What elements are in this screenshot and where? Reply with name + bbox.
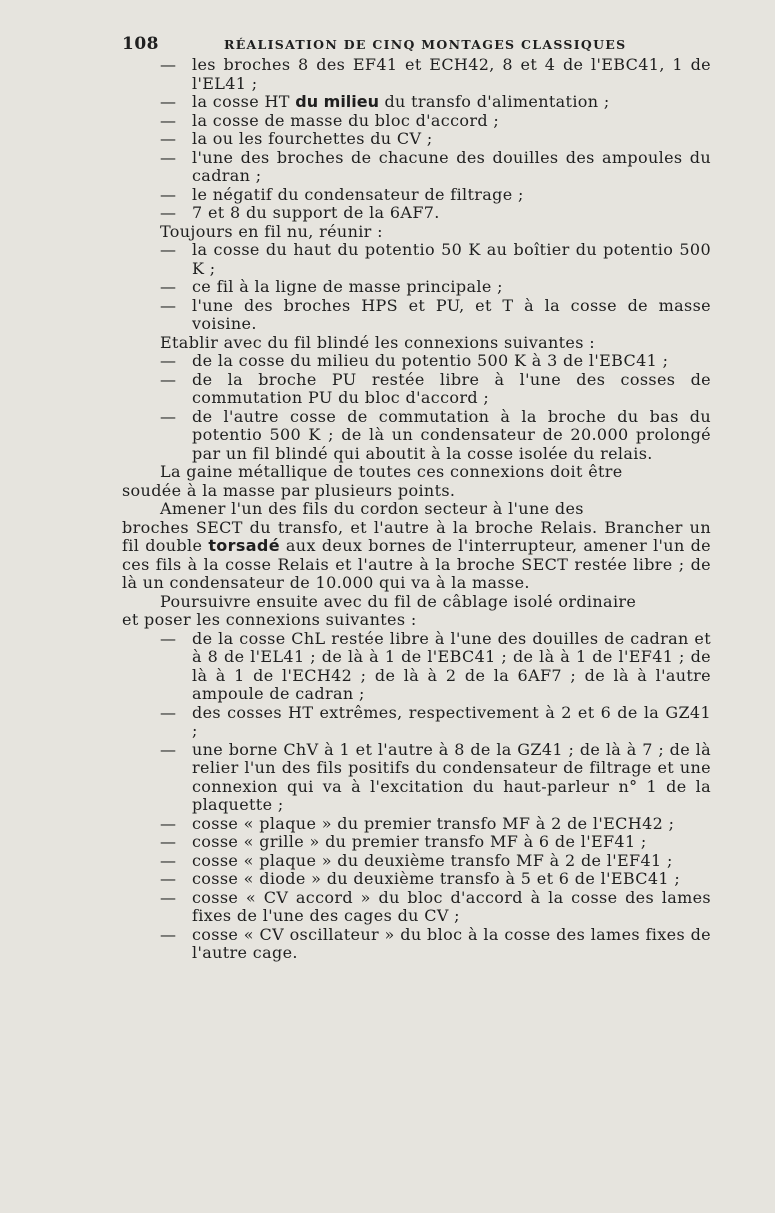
item-dash: — <box>160 369 177 389</box>
list-item <box>122 815 711 834</box>
item-text: les broches 8 des EF41 et ECH42, 8 et 4 de l'EBC41, 1 de l'EL41 ; <box>192 55 711 93</box>
list-item <box>122 833 711 852</box>
page-header <box>122 30 715 56</box>
item-text: une borne ChV à 1 et l'autre à 8 de la GZ41 ; de là à 7 ; de là relier l'un des fils positifs du condensateur de filtrage et une connexion qui va à l'excitation du haut-parleur n° 1 de la plaquette ; <box>192 739 711 814</box>
list-item <box>122 149 711 186</box>
list-item <box>122 278 711 297</box>
paragraph-poursuivre: Poursuivre ensuite avec du fil de câblage isolé ordinaire <box>160 591 637 611</box>
item-dash: — <box>160 92 177 111</box>
list-item <box>122 704 711 741</box>
item-dash: — <box>160 147 177 167</box>
item-text: l'une des broches HPS et PU, et T à la cosse de masse voisine. <box>192 295 711 333</box>
paragraph-amener: Amener l'un des fils du cordon secteur à l'une des <box>160 499 584 518</box>
item-dash: — <box>160 850 177 870</box>
item-text: cosse « CV accord » du bloc d'accord à la cosse des lames fixes de l'une des cages du CV ; <box>192 887 711 925</box>
list-item <box>122 130 711 149</box>
list-item <box>122 741 711 815</box>
item-text: cosse « plaque » du premier transfo MF à 2 de l'ECH42 ; <box>192 813 675 833</box>
paragraph-gaine: La gaine métallique de toutes ces connexions doit être <box>160 462 623 481</box>
running-title: RÉALISATION DE CINQ MONTAGES CLASSIQUES <box>224 37 627 52</box>
item-text: l'une des broches de chacune des douilles des ampoules du cadran ; <box>192 147 711 185</box>
section-intro: Etablir avec du fil blindé les connexions suivantes : <box>160 332 595 352</box>
item-text: la cosse du haut du potentio 50 K au boîtier du potentio 500 K ; <box>192 240 711 278</box>
item-dash: — <box>160 869 177 888</box>
item-dash: — <box>160 110 177 130</box>
item-dash: — <box>160 832 177 851</box>
list-item <box>122 630 711 704</box>
item-text: la ou les fourchettes du CV ; <box>192 129 433 148</box>
item-dash: — <box>160 406 177 426</box>
item-text: cosse « grille » du premier transfo MF à 6 de l'EF41 ; <box>192 832 647 851</box>
item-dash: — <box>160 295 177 315</box>
item-text: de la cosse ChL restée libre à l'une des douilles de cadran et à 8 de l'EL41 ; de là à 1 de l'EBC41 ; de là à 1 de l'EF41 ; de là à 1 de l'ECH42 ; de là à 2 de la 6AF7 ; de là à l'autre ampoule de cadran ; <box>192 628 711 703</box>
list-item <box>122 870 711 889</box>
item-dash: — <box>160 628 177 648</box>
item-text: de la cosse du milieu du potentio 500 K à 3 de l'EBC41 ; <box>192 351 669 370</box>
item-text: la cosse HT du milieu du transfo d'alimentation ; <box>192 92 610 111</box>
list-item <box>122 204 711 223</box>
item-dash: — <box>160 887 177 907</box>
item-dash: — <box>160 702 177 722</box>
list-item <box>122 371 711 408</box>
item-text: de la broche PU restée libre à l'une des cosses de commutation PU du bloc d'accord ; <box>192 369 711 407</box>
list-item <box>122 186 711 205</box>
page-body <box>122 56 711 963</box>
paragraph-amener-continued: broches SECT du transfo, et l'autre à la broche Relais. Brancher un fil double torsadé aux deux bornes de l'interrupteur, amener l'un de ces fils à la cosse Relais et l'autre à la broche SECT restée libre ; de là un condensateur de 10.000 qui va à la masse. <box>122 517 712 592</box>
list-item <box>122 112 711 131</box>
list-item <box>122 56 711 93</box>
item-text: le négatif du condensateur de filtrage ; <box>192 184 524 204</box>
list-item <box>122 352 711 371</box>
item-dash: — <box>160 739 177 759</box>
list-item <box>122 93 711 112</box>
page-number: 108 <box>122 34 159 54</box>
list-item <box>122 926 711 963</box>
list-item <box>122 241 711 278</box>
list-item <box>122 297 711 334</box>
item-dash: — <box>160 351 177 370</box>
item-dash: — <box>160 924 177 944</box>
item-text: des cosses HT extrêmes, respectivement à 2 et 6 de la GZ41 ; <box>192 702 711 740</box>
item-text: ce fil à la ligne de masse principale ; <box>192 277 503 296</box>
item-text: 7 et 8 du support de la 6AF7. <box>192 203 440 222</box>
item-text: la cosse de masse du bloc d'accord ; <box>192 110 500 130</box>
item-dash: — <box>160 203 177 222</box>
item-dash: — <box>160 277 177 296</box>
bold-emphasis: du milieu <box>295 92 380 111</box>
list-item <box>122 852 711 871</box>
list-item <box>122 889 711 926</box>
bold-emphasis: torsadé <box>208 536 280 555</box>
paragraph-poursuivre-continued: et poser les connexions suivantes : <box>122 610 417 629</box>
item-text: cosse « CV oscillateur » du bloc à la cosse des lames fixes de l'autre cage. <box>192 924 711 962</box>
item-dash: — <box>160 240 177 259</box>
item-dash: — <box>160 184 177 204</box>
item-dash: — <box>160 129 177 148</box>
item-text: cosse « diode » du deuxième transfo à 5 et 6 de l'EBC41 ; <box>192 869 681 888</box>
paragraph-gaine-continued: soudée à la masse par plusieurs points. <box>122 480 456 500</box>
item-dash: — <box>160 813 177 833</box>
item-dash: — <box>160 55 177 74</box>
list-item <box>122 408 711 464</box>
section-intro: Toujours en fil nu, réunir : <box>160 221 383 241</box>
item-text: de l'autre cosse de commutation à la broche du bas du potentio 500 K ; de là un condensateur de 20.000 prolongé par un fil blindé qui aboutit à la cosse isolée du relais. <box>192 406 711 463</box>
item-text: cosse « plaque » du deuxième transfo MF à 2 de l'EF41 ; <box>192 850 673 870</box>
